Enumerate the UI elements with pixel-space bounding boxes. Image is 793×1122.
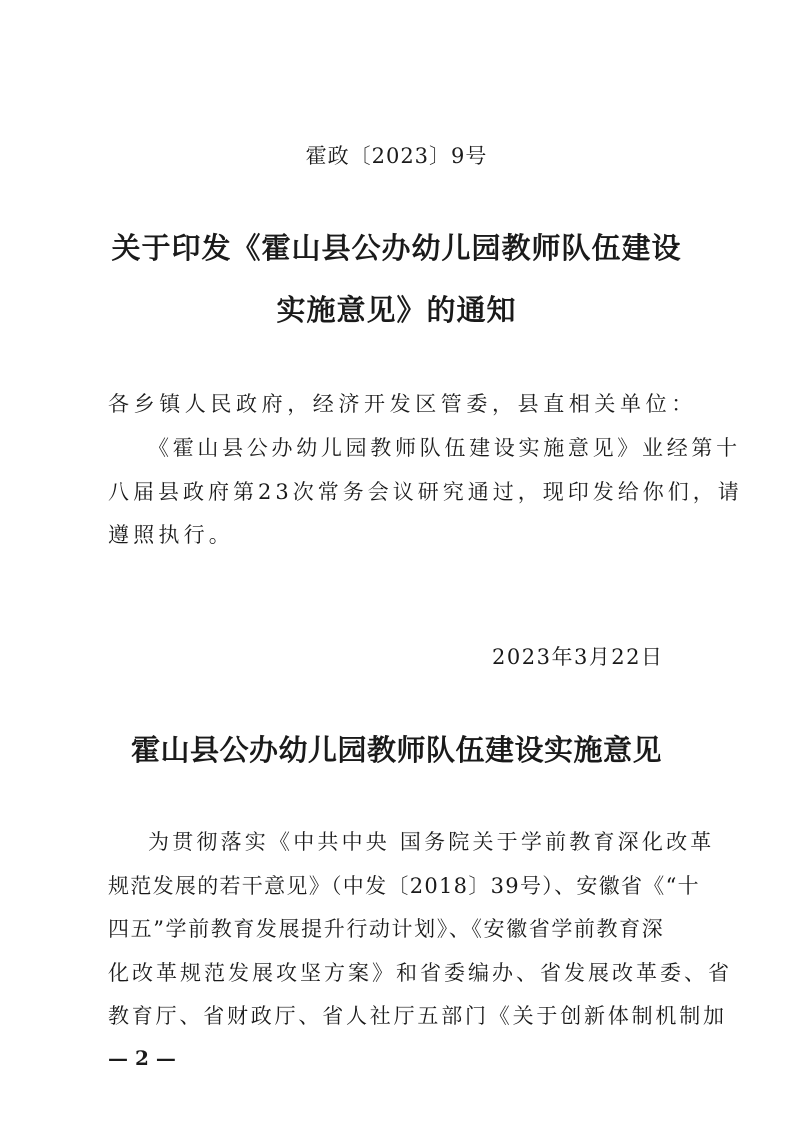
- document-number: 霍政〔2023〕9号: [305, 144, 488, 168]
- notice-paragraph-line: 八届县政府第23次常务会议研究通过，现印发给你们，请: [108, 480, 743, 504]
- notice-title-line-2: 实施意见》的通知: [276, 293, 517, 327]
- notice-paragraph-line: 《霍山县公办幼儿园教师队伍建设实施意见》业经第十: [148, 436, 741, 460]
- opinion-paragraph-line: 规范发展的若干意见》（中发〔2018〕39号）、安徽省《“十: [108, 874, 700, 898]
- notice-paragraph-line: 遵照执行。: [108, 523, 234, 547]
- opinion-paragraph-line: 四五”学前教育发展提升行动计划》、《安徽省学前教育深: [108, 917, 665, 941]
- page-number: — 2 —: [108, 1046, 176, 1070]
- issue-date: 2023年3月22日: [492, 645, 664, 669]
- opinion-paragraph-line: 化改革规范发展攻坚方案》和省委编办、省发展改革委、省: [108, 961, 732, 985]
- notice-title-line-1: 关于印发《霍山县公办幼儿园教师队伍建设: [111, 231, 682, 265]
- opinion-title: 霍山县公办幼儿园教师队伍建设实施意见: [130, 733, 662, 767]
- opinion-paragraph-line: 为贯彻落实《中共中央 国务院关于学前教育深化改革: [148, 830, 715, 854]
- opinion-paragraph-line: 教育厅、省财政厅、省人社厅五部门《关于创新体制机制加: [108, 1004, 727, 1028]
- addressee: 各乡镇人民政府，经济开发区管委，县直相关单位：: [108, 392, 697, 416]
